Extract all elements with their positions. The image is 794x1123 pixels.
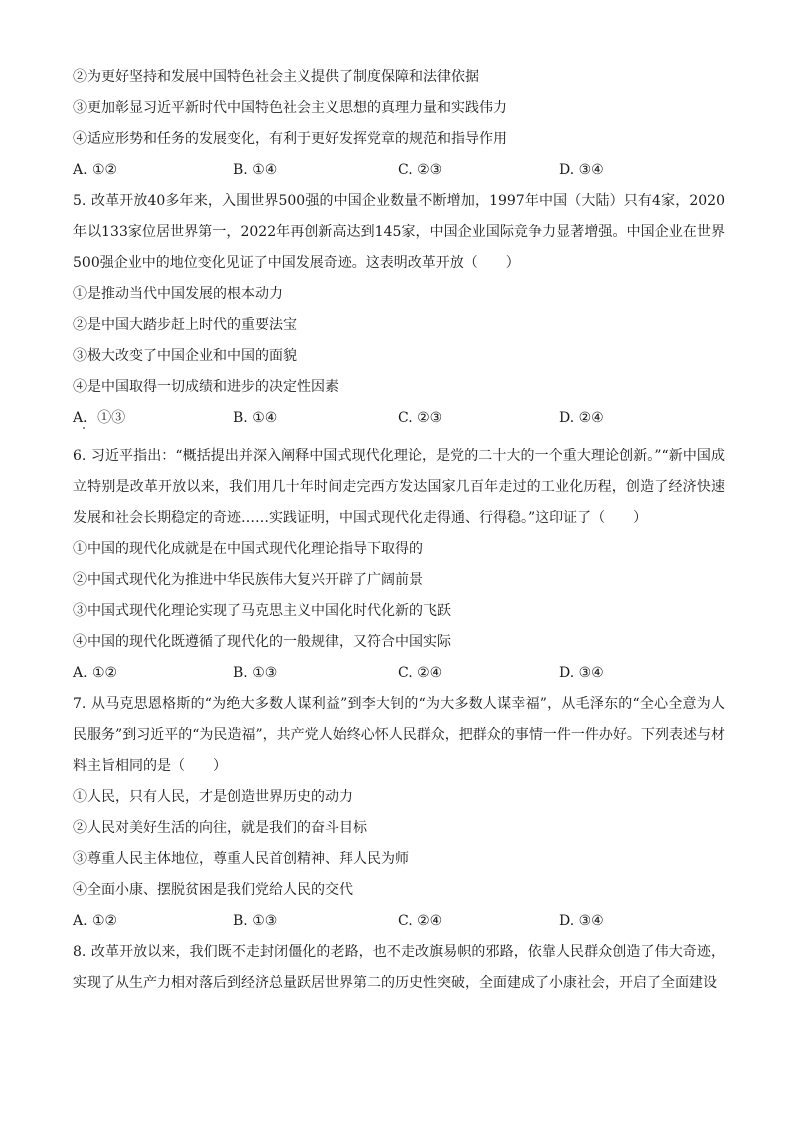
option-c: C. ②④ xyxy=(398,665,443,681)
option-b: B. ①④ xyxy=(233,410,278,426)
answer-options xyxy=(73,658,725,689)
spacer xyxy=(73,434,725,441)
question-4 xyxy=(73,62,725,186)
option-a: A．①③ xyxy=(73,410,126,426)
option-c: C. ②③ xyxy=(398,162,443,178)
option-d: D. ②④ xyxy=(559,410,604,426)
option-c: C. ②④ xyxy=(398,913,443,929)
statement-4: ④是中国取得一切成绩和进步的决定性因素 xyxy=(73,379,339,395)
question-stem: 5. 改革开放40多年来，入围世界500强的中国企业数量不断增加，1997年中国（大陆）只有4家，2020年以133家位居世界第一，2022年再创新高达到145家，中国企业国际竞争力显著增强。中国企业在世界500强企业中的地位变化见证了中国发展奇迹。这表明改革开放（ ） xyxy=(73,193,725,271)
option-d: D. ③④ xyxy=(559,162,604,178)
statement-1: ①人民，只有人民，才是创造世界历史的动力 xyxy=(73,789,353,805)
statement-4: ④适应形势和任务的发展变化，有利于更好发挥党章的规范和指导作用 xyxy=(73,131,507,147)
statement-1: ①是推动当代中国发展的根本动力 xyxy=(73,286,283,302)
option-b: B. ①③ xyxy=(233,913,278,929)
option-a: A. ①② xyxy=(73,665,118,681)
statement-4: ④中国的现代化既遵循了现代化的一般规律，又符合中国实际 xyxy=(73,634,451,650)
question-6 xyxy=(73,441,725,689)
document-page xyxy=(73,62,725,999)
statement-2: ②人民对美好生活的向往，就是我们的奋斗目标 xyxy=(73,820,367,836)
statement-2: ②为更好坚持和发展中国特色社会主义提供了制度保障和法律依据 xyxy=(73,69,479,85)
option-a: A. ①② xyxy=(73,162,118,178)
statement-3: ③极大改变了中国企业和中国的面貌 xyxy=(73,348,297,364)
option-b: B. ①④ xyxy=(233,162,278,178)
statement-3: ③中国式现代化理论实现了马克思主义中国化时代化新的飞跃 xyxy=(73,603,451,619)
answer-options xyxy=(73,906,725,937)
statement-2: ②中国式现代化为推进中华民族伟大复兴开辟了广阔前景 xyxy=(73,572,423,588)
option-d: D. ③④ xyxy=(559,665,604,681)
question-stem: 8. 改革开放以来，我们既不走封闭僵化的老路，也不走改旗易帜的邪路，依靠人民群众创造了伟大奇迹，实现了从生产力相对落后到经济总量跃居世界第二的历史性突破，全面建成了小康社会，开启了全面建设 xyxy=(73,944,725,991)
question-stem: 6. 习近平指出：“概括提出并深入阐释中国式现代化理论，是党的二十大的一个重大理论创新。”“新中国成立特别是改革开放以来，我们用几十年时间走完西方发达国家几百年走过的工业化历程，创造了经济快速发展和社会长期稳定的奇迹……实践证明，中国式现代化走得通、行得稳。”这印证了（ ） xyxy=(73,448,725,526)
statement-4: ④全面小康、摆脱贫困是我们党给人民的交代 xyxy=(73,882,353,898)
question-8 xyxy=(73,937,725,999)
stray-mark xyxy=(83,427,85,429)
answer-options xyxy=(73,403,725,434)
option-a: A. ①② xyxy=(73,913,118,929)
question-7 xyxy=(73,689,725,937)
option-b: B. ①③ xyxy=(233,665,278,681)
option-c: C. ②③ xyxy=(398,410,443,426)
statement-3: ③更加彰显习近平新时代中国特色社会主义思想的真理力量和实践伟力 xyxy=(73,100,507,116)
option-d: D. ③④ xyxy=(559,913,604,929)
question-stem: 7. 从马克思恩格斯的“为绝大多数人谋利益”到李大钊的“为大多数人谋幸福”，从毛泽东的“全心全意为人民服务”到习近平的“为民造福”，共产党人始终心怀人民群众，把群众的事情一件一件办好。下列表述与材料主旨相同的是（ ） xyxy=(73,696,725,774)
statement-2: ②是中国大踏步赶上时代的重要法宝 xyxy=(73,317,297,333)
statement-3: ③尊重人民主体地位，尊重人民首创精神、拜人民为师 xyxy=(73,851,409,867)
answer-options xyxy=(73,155,725,186)
statement-1: ①中国的现代化成就是在中国式现代化理论指导下取得的 xyxy=(73,541,423,557)
question-5 xyxy=(73,186,725,441)
